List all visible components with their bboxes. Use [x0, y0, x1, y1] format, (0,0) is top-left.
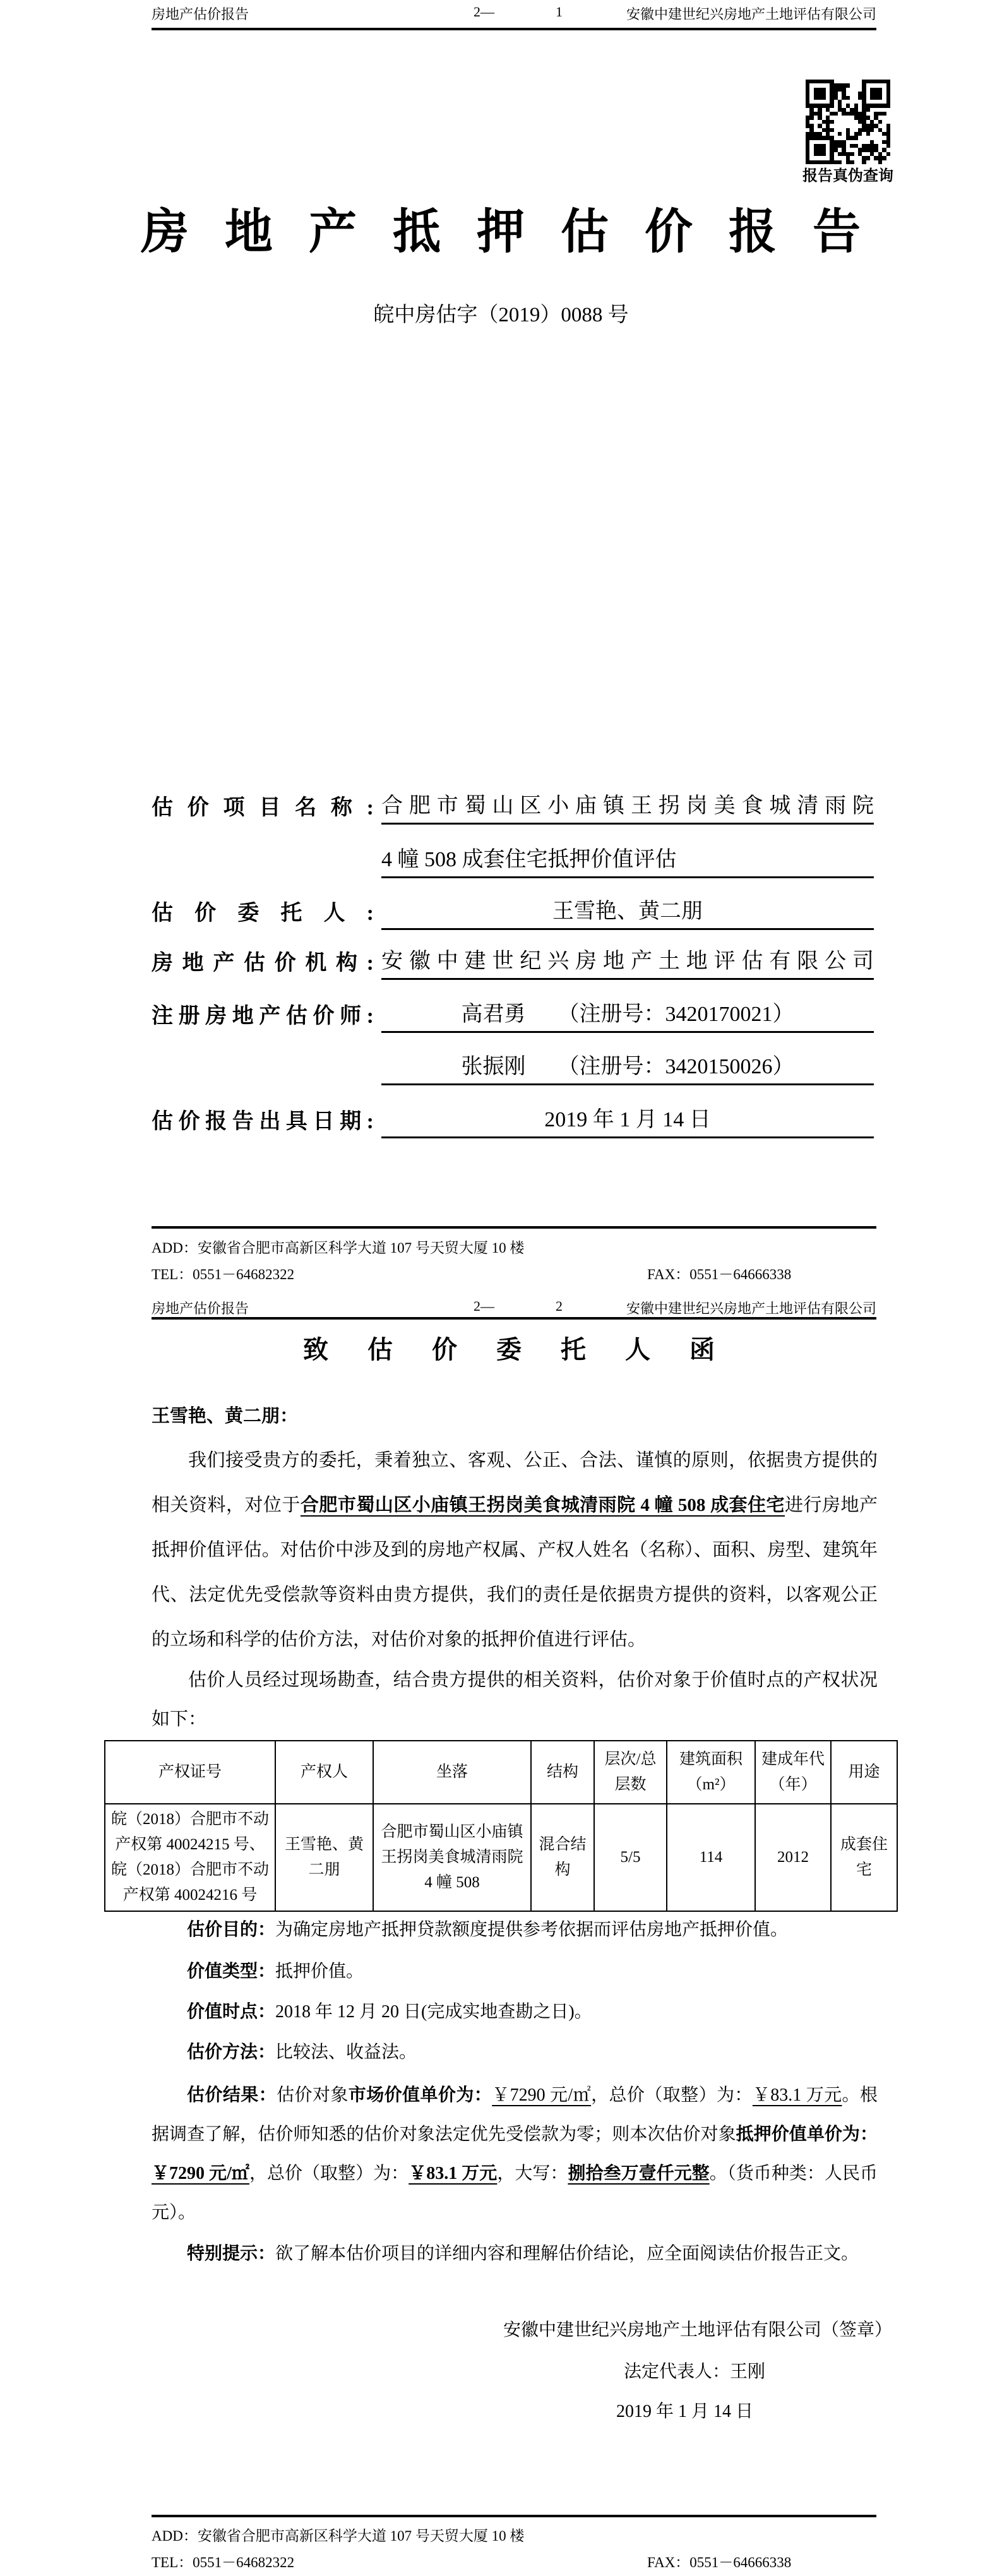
header-company-name: 安徽中建世纪兴房地产土地评估有限公司: [626, 6, 876, 22]
signature-date: 2019 年 1 月 14 日: [616, 2402, 754, 2421]
footer-address: ADD：安徽省合肥市高新区科学大道 107 号天贸大厦 10 楼: [152, 1240, 525, 1256]
col-use: 用途: [831, 1741, 897, 1804]
form-value-agency: 安徽中建世纪兴房地产土地评估有限公司: [381, 943, 874, 980]
form-row-agency: [152, 943, 878, 977]
col-certificate-no: 产权证号: [105, 1741, 275, 1804]
form-value-project-line1: 合肥市蜀山区小庙镇王拐岗美食城清雨院: [381, 788, 874, 825]
property-rights-table: [104, 1740, 898, 1912]
form-label-client: 估价委托人:: [152, 902, 374, 925]
signature-company: 安徽中建世纪兴房地产土地评估有限公司（签章）: [503, 2320, 892, 2340]
form-label-appraiser: 注册房地产估价师:: [152, 1005, 374, 1028]
header-page-number: 1: [556, 4, 563, 20]
cell-use: 成套住宅: [831, 1804, 897, 1911]
form-label-blank: [152, 1082, 374, 1085]
report-title: 房地产抵押估价报告: [141, 206, 897, 259]
report-number: 皖中房估字（2019）0088 号: [373, 304, 629, 326]
cell-year-built: 2012: [755, 1804, 831, 1911]
letter-paragraph-1: 我们接受贵方的委托，秉着独立、客观、公正、合法、谨慎的原则，依据贵方提供的相关资料，对位于合肥市蜀山区小庙镇王拐岗美食城清雨院 4 幢 508 成套住宅进行房地产抵押价值评估。对估价中涉及到的房地产权属、产权人姓名（名称）、面积、房型、建筑年代、法定优先受偿款等资料由贵方提供，我们的责任是依据贵方提供的资料，以客观公正的立场和科学的估价方法，对估价对象的抵押价值进行评估。: [152, 1450, 878, 1650]
page2-running-header: [152, 1298, 876, 1317]
form-value-appraiser-1: 高君勇 （注册号：3420170021）: [381, 996, 874, 1033]
item-purpose: 估价目的：为确定房地产抵押贷款额度提供参考依据而评估房地产抵押价值。: [187, 1920, 789, 1940]
form-row-project-name-line2: [152, 842, 878, 876]
cell-floor: 5/5: [594, 1804, 667, 1911]
col-floor: 层次/总层数: [594, 1741, 667, 1804]
cell-area: 114: [667, 1804, 755, 1911]
signature-legal-rep: 法定代表人：王刚: [624, 2362, 766, 2382]
item-value-type: 价值类型：抵押价值。: [187, 1962, 364, 1981]
cell-structure: 混合结构: [531, 1804, 594, 1911]
appraisal-result-paragraph: 估价结果：估价对象市场价值单价为：￥7290 元/㎡，总价（取整）为：￥83.1 万元。根据调查了解，估价师知悉的估价对象法定优先受偿款为零；则本次估价对象抵押价值单价为：￥7290 元/㎡，总价（取整）为：￥83.1 万元，大写：捌拾叁万壹仟元整。（货币种类：人民币元）。: [152, 2085, 878, 2222]
form-label-issue-date: 估价报告出具日期:: [152, 1110, 374, 1133]
header-pages-total: 2—: [474, 4, 494, 20]
cell-location: 合肥市蜀山区小庙镇王拐岗美食城清雨院 4 幢 508: [373, 1804, 531, 1911]
form-row-client: [152, 893, 878, 927]
form-row-issue-date: [152, 1102, 878, 1136]
qr-code: [806, 80, 890, 164]
letter-title: 致估价委托人函: [303, 1335, 754, 1364]
form-row-appraiser-1: [152, 996, 878, 1030]
form-label-project: 估价项目名称:: [152, 796, 374, 820]
form-row-project-name: [152, 788, 878, 822]
form-value-issue-date: 2019 年 1 月 14 日: [381, 1102, 874, 1138]
page1-footer-rule: [152, 1226, 876, 1229]
footer-fax: FAX：0551－64666338: [647, 1267, 792, 1282]
cell-owner: 王雪艳、黄二朋: [275, 1804, 373, 1911]
form-label-blank: [152, 874, 374, 878]
header-doc-title: 房地产估价报告: [152, 1301, 249, 1316]
qr-caption: 报告真伪查询: [802, 168, 893, 184]
col-owner: 产权人: [275, 1741, 373, 1804]
col-year-built: 建成年代（年）: [755, 1741, 831, 1804]
footer-tel: TEL：0551－64682322: [152, 1267, 295, 1282]
footer-telfax: [152, 2551, 876, 2572]
form-value-project-line2: 4 幢 508 成套住宅抵押价值评估: [381, 842, 874, 878]
page2-footer-rule: [152, 2515, 876, 2517]
cell-certificate-no: 皖（2018）合肥市不动产权第 40024215 号、皖（2018）合肥市不动产权第 40024216 号: [105, 1804, 275, 1911]
letter-salutation: 王雪艳、黄二朋：: [152, 1406, 299, 1426]
table-row: [105, 1804, 897, 1911]
table-header-row: [105, 1741, 897, 1804]
footer-fax: FAX：0551－64666338: [647, 2555, 792, 2570]
header-page-number: 2: [556, 1298, 563, 1314]
form-row-appraiser-2: [152, 1049, 878, 1083]
special-note-paragraph: 特别提示：欲了解本估价项目的详细内容和理解估价结论，应全面阅读估价报告正文。: [187, 2244, 859, 2263]
header-doc-title: 房地产估价报告: [152, 6, 249, 22]
header-company-name: 安徽中建世纪兴房地产土地评估有限公司: [626, 1301, 876, 1316]
item-methods: 估价方法：比较法、收益法。: [187, 2042, 417, 2062]
col-location: 坐落: [373, 1741, 531, 1804]
footer-address: ADD：安徽省合肥市高新区科学大道 107 号天贸大厦 10 楼: [152, 2528, 525, 2544]
item-value-date: 价值时点：2018 年 12 月 20 日(完成实地查勘之日)。: [187, 2002, 592, 2022]
col-area: 建筑面积（m²）: [667, 1741, 755, 1804]
page1-header-rule: [152, 28, 876, 30]
page2-header-rule: [152, 1317, 876, 1320]
page1-running-header: [152, 4, 876, 23]
footer-telfax: [152, 1263, 876, 1284]
footer-tel: TEL：0551－64682322: [152, 2555, 295, 2570]
col-structure: 结构: [531, 1741, 594, 1804]
form-value-appraiser-2: 张振刚 （注册号：3420150026）: [381, 1049, 874, 1085]
form-value-client: 王雪艳、黄二朋: [381, 893, 874, 930]
letter-paragraph-2: 估价人员经过现场勘查，结合贵方提供的相关资料，估价对象于价值时点的产权状况如下：: [152, 1670, 878, 1729]
form-label-agency: 房地产估价机构:: [152, 951, 374, 975]
header-pages-total: 2—: [474, 1298, 494, 1314]
